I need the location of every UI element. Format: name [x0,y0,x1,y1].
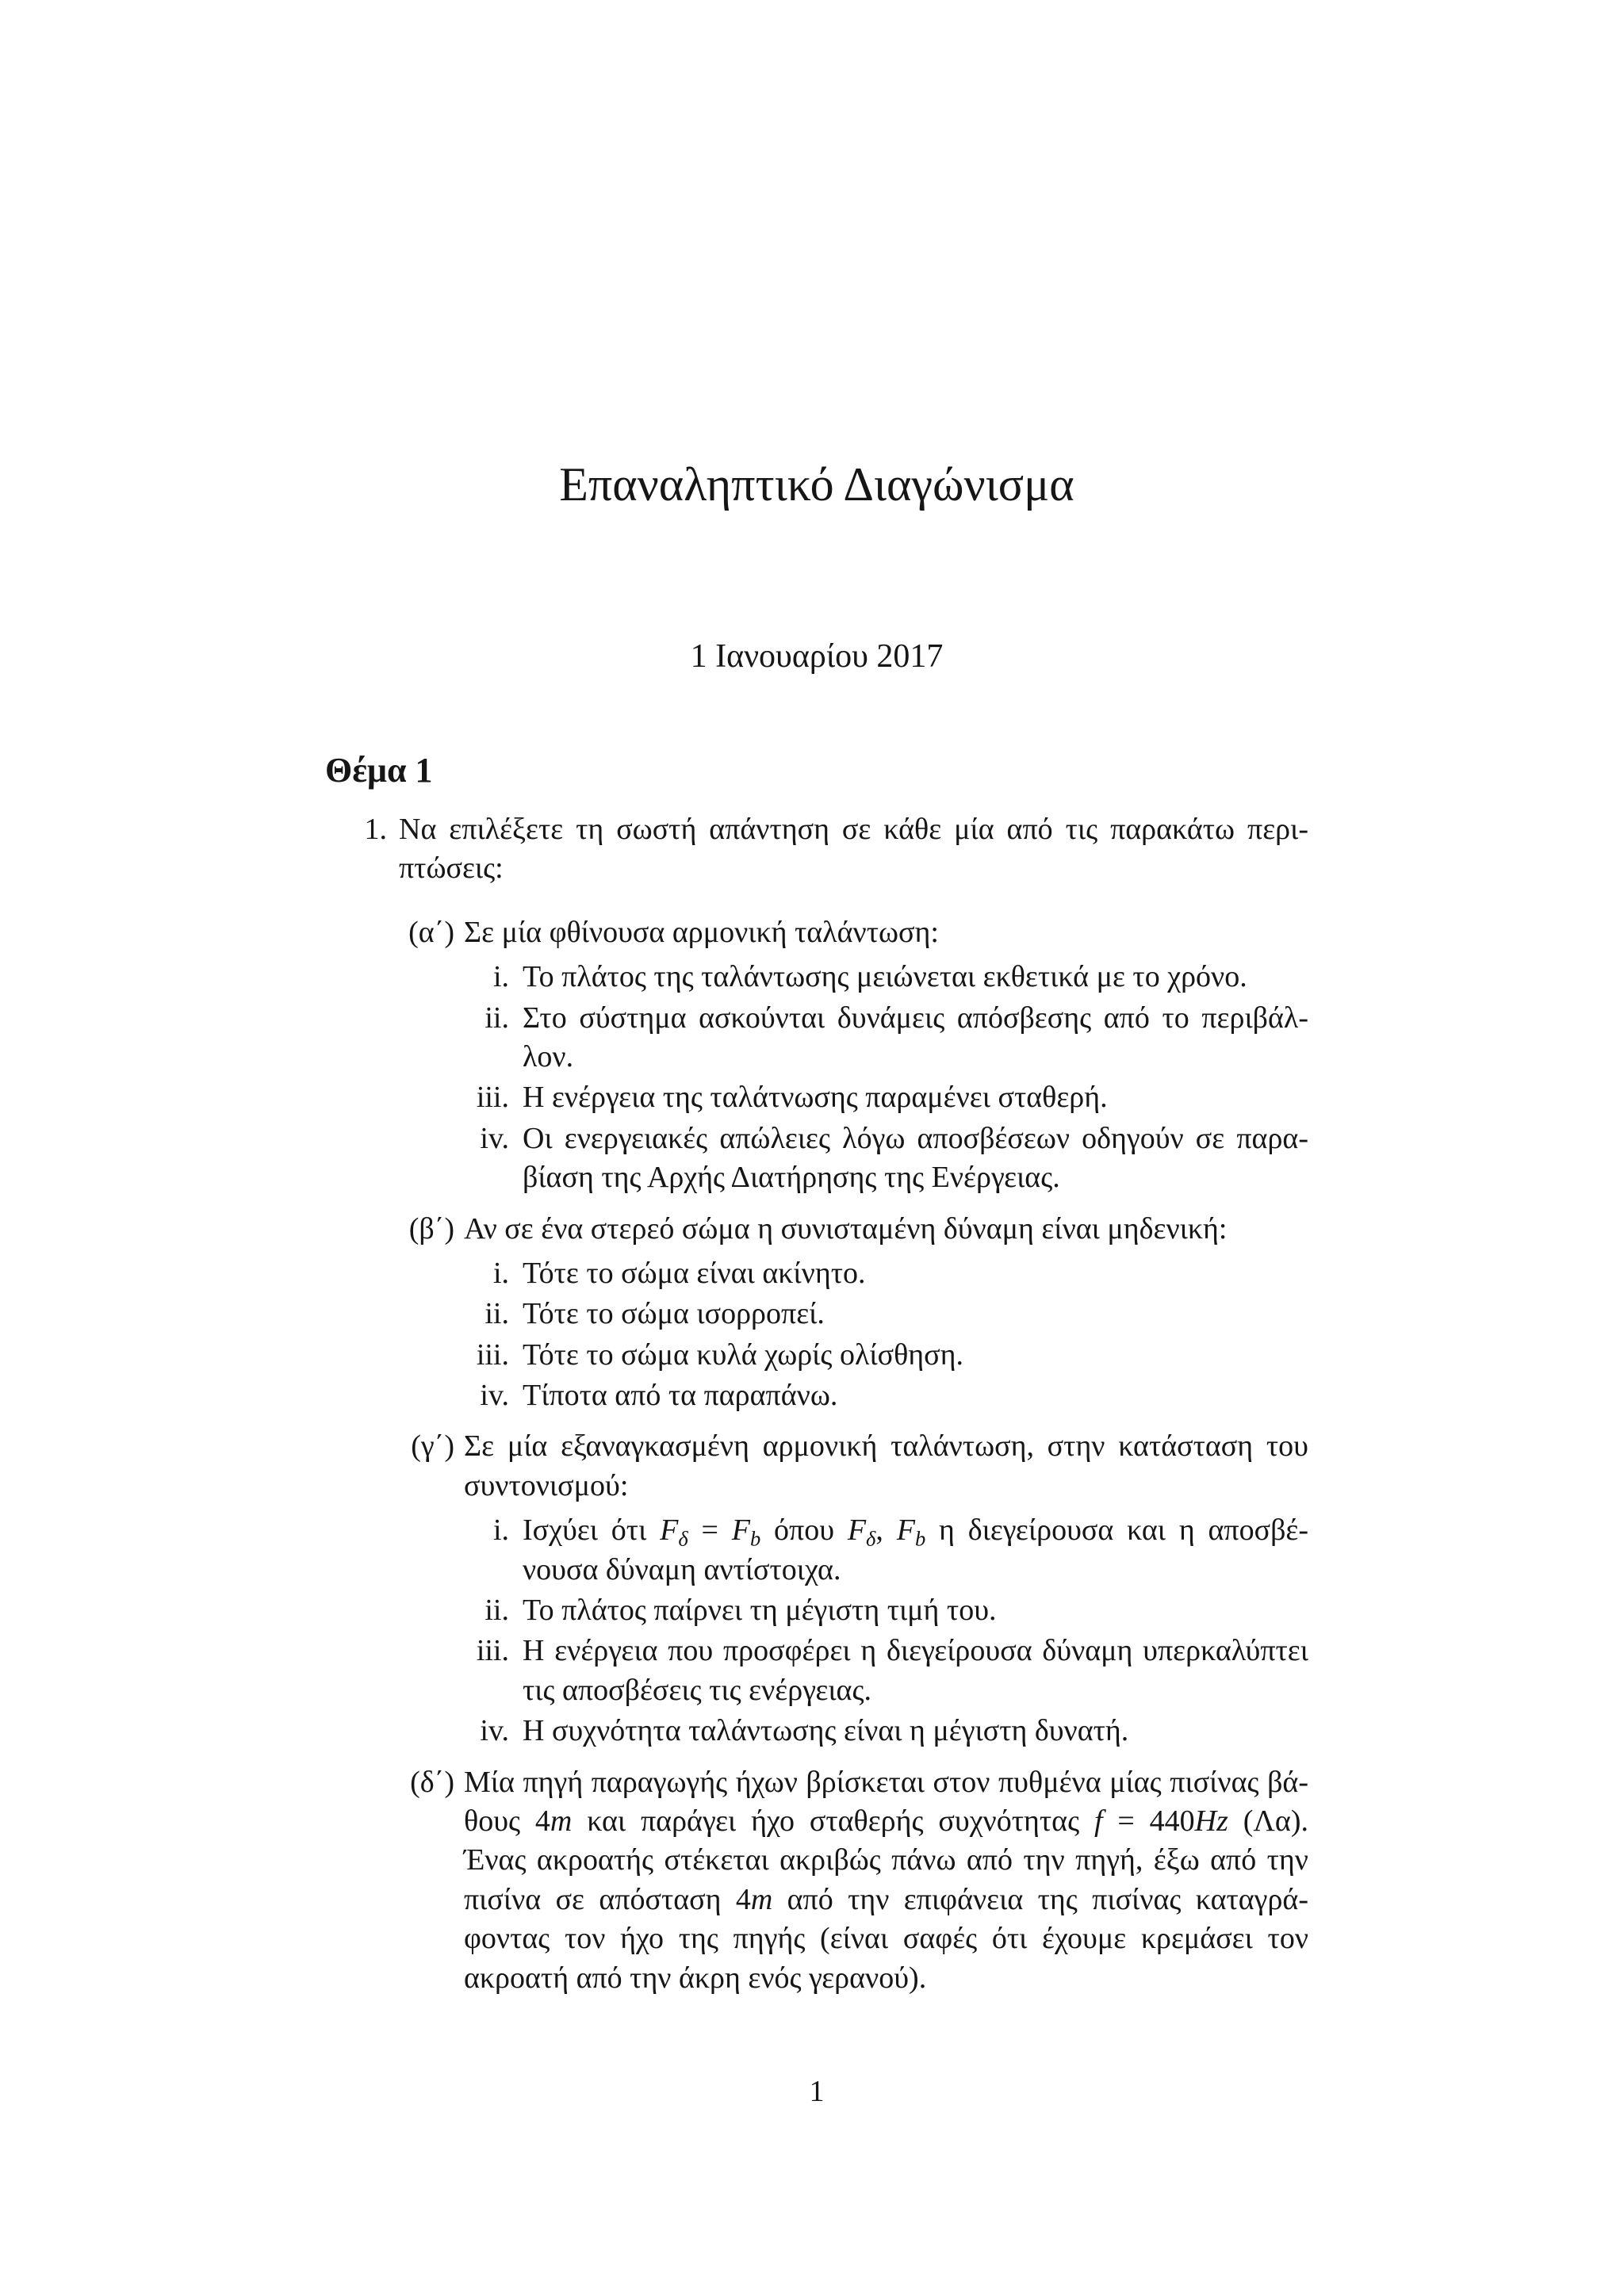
option-text-line: Η συχνότητα ταλάντωσης είναι η μέγιστη δυνατή. [523,1714,1129,1748]
page-number: 1 [809,2075,825,2108]
option-text-line: Τότε το σώμα είναι ακίνητο. [523,1256,866,1290]
option-label: ii. [485,1297,509,1331]
subquestion-text-line: Αν σε ένα στερεό σώμα η συνισταμένη δύναμη είναι μηδενική: [464,1211,1228,1246]
answer-option [485,999,1308,1077]
subquestion-label: (δ΄) [410,1765,454,1799]
subquestion-text-line: ακροατή από την άκρη ενός γερανού). [464,1961,927,1995]
option-label: iii. [476,1634,509,1668]
option-text-line: Οι ενεργειακές απώλειες λόγω αποσβέσεων οδηγούν σε παρα- [523,1121,1308,1155]
math-unit: Hz [1194,1804,1228,1838]
answer-option [492,958,1308,997]
subquestion-item [408,1210,1308,1416]
math-operator: = [1102,1804,1150,1838]
option-text-line: Το πλάτος παίρνει τη μέγιστη τιμή του. [523,1594,997,1628]
option-text-line: βίαση της Αρχής Διατήρησης της Ενέργειας. [523,1161,1060,1195]
option-text-line: Τότε το σώμα κυλά χωρίς ολίσθηση. [523,1337,964,1372]
math-subscript: δ [678,1526,688,1551]
option-text-line: Η ενέργεια της ταλάτνωσης παραμένει σταθερή. [523,1081,1108,1115]
option-label: ii. [485,1001,509,1035]
subquestion-text-line [464,1802,1308,1841]
option-label: i. [492,1513,509,1548]
answer-option [485,1591,1308,1630]
math-number: 4 [735,1882,751,1916]
subquestion-text-line: Ένας ακροατής στέκεται ακριβώς πάνω από την πηγή, έξω από την [464,1843,1308,1877]
question-number: 1. [364,813,387,846]
math-variable: F [731,1513,750,1548]
math-separator: , [875,1513,897,1548]
option-text-line: λον. [523,1039,574,1073]
option-text-line: Τίποτα από τα παραπάνω. [523,1379,838,1413]
subquestion-text-line: φοντας τον ήχο της πηγής (είναι σαφές ότι έχουμε κρεμάσει τον [464,1922,1308,1956]
section-heading: Θέμα 1 [325,751,433,790]
answer-option [476,1632,1308,1710]
option-text-line: Στο σύστημα ασκούνται δυνάμεις απόσβεσης από το περιβάλ- [523,1001,1308,1035]
option-label: ii. [485,1594,509,1628]
subquestion-text-line: Σε μία εξαναγκασμένη αρμονική ταλάντωση, στην κατάσταση του [464,1429,1308,1464]
option-label: iii. [476,1081,509,1115]
answer-option [485,1295,1308,1334]
subquestion-text-line [464,1881,1308,1919]
answer-option [476,1336,1308,1375]
subquestion-text-line: συντονισμού: [464,1468,629,1502]
option-list [476,1254,1308,1416]
math-variable: F [896,1513,915,1548]
answer-option [480,1712,1308,1751]
text-run: όπου [760,1513,848,1548]
math-variable: F [847,1513,867,1548]
math-subscript: δ [866,1526,876,1551]
text-run: (Λα). [1228,1804,1308,1838]
subquestion-item [408,913,1308,1198]
math-variable: f [1094,1804,1103,1838]
math-subscript: b [749,1526,761,1551]
option-text-line [523,1511,1308,1550]
text-run: η διεγείρουσα και η αποσβέ- [925,1513,1309,1548]
option-text-line: Τότε το σώμα ισορροπεί. [523,1297,825,1331]
text-run: και παράγει ήχο σταθερής συχνότητας [572,1804,1094,1838]
document-title: Επαναληπτικό Διαγώνισμα [559,458,1074,511]
option-text-line: Η ενέργεια που προσφέρει η διεγείρουσα δύναμη υπερκαλύπτει [523,1634,1308,1668]
math-number: 440 [1149,1804,1195,1838]
option-list [476,958,1308,1197]
option-list [476,1511,1309,1751]
option-text-line: Το πλάτος της ταλάντωσης μειώνεται εκθετικά με το χρόνο. [523,960,1247,994]
math-unit: m [750,1882,773,1916]
option-label: i. [492,960,509,994]
answer-option [480,1376,1308,1415]
question-text-line: πτώσεις: [399,851,504,886]
subquestion-text-line: Σε μία φθίνουσα αρμονική ταλάντωση: [464,915,939,949]
math-subscript: b [914,1526,926,1551]
subquestion-list [408,913,1309,1998]
option-text-line: τις αποσβέσεις τις ενέργειας. [523,1673,872,1707]
question-item [364,810,1309,1998]
subquestion-item [410,1763,1308,1998]
option-label: iv. [480,1379,509,1413]
subquestion-item [411,1427,1309,1751]
text-run: Ισχύει ότι [523,1513,661,1548]
document-date: 1 Ιανουαρίου 2017 [690,638,944,675]
math-variable: F [660,1513,679,1548]
answer-option [476,1078,1308,1117]
answer-option [492,1511,1309,1590]
math-number: 4 [534,1804,550,1838]
answer-option [480,1119,1308,1198]
subquestion-label: (γ΄) [411,1429,454,1464]
math-unit: m [550,1804,573,1838]
text-run: πισίνα σε απόσταση [464,1882,736,1916]
subquestion-text-line: Μία πηγή παραγωγής ήχων βρίσκεται στον πυθμένα μίας πισίνας βά- [464,1765,1308,1799]
subquestion-label: (α΄) [408,915,454,949]
option-label: i. [492,1256,509,1290]
subquestion-label: (β΄) [408,1211,454,1246]
option-label: iii. [476,1337,509,1372]
option-label: iv. [480,1121,509,1155]
text-run: από την επιφάνεια της πισίνας καταγρά- [772,1882,1308,1916]
math-operator: = [688,1513,732,1548]
option-text-line: νουσα δύναμη αντίστοιχα. [523,1552,841,1586]
text-run: θους [464,1804,535,1838]
question-text-line: Να επιλέξετε τη σωστή απάντηση σε κάθε μία από τις παρακάτω περι- [399,813,1308,846]
answer-option [492,1254,1308,1293]
option-label: iv. [480,1714,509,1748]
